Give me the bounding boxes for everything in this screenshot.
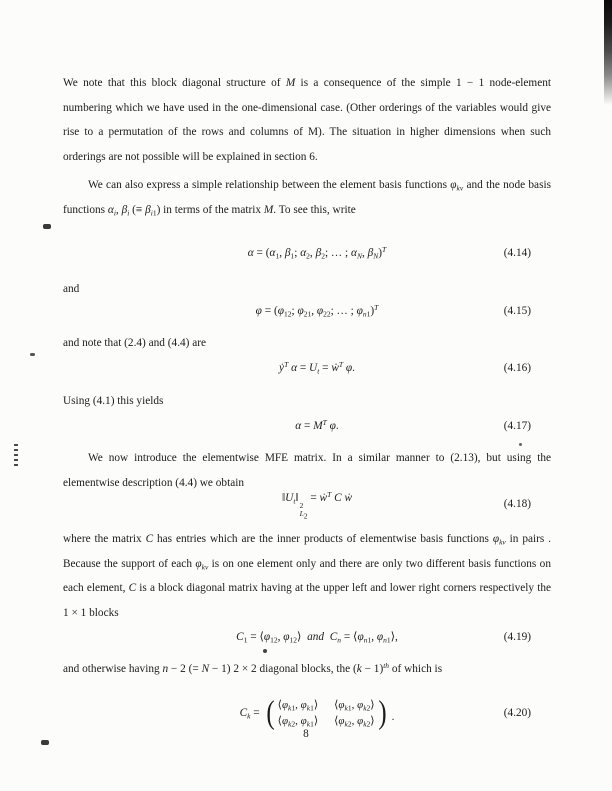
equation-4-18	[63, 490, 549, 520]
equation-4-14-content: $\alpha = (\alpha_1$, $\beta_1$; $\alpha_2$, $\beta_2$; … ; $\alpha_N$, $\beta_N)^T$	[247, 244, 387, 260]
equation-4-16-content: ẏ$^T$ $\alpha = U_t$ = ẇ$^T$ φ.	[279, 359, 355, 375]
scan-artifact-edge	[604, 0, 612, 105]
paragraph-elementwise-mfe: We now introduce the elementwise MFE matrix. In a similar manner to (2.13), but using the elementwise description (4.4) we obtain	[63, 452, 551, 489]
paragraph-block-diagonal: We note that this block diagonal structure of M is a consequence of the simple 1 − 1 node-element numbering which we have used in the one-dimensional case. (Other orderings of the variables would give rise to a permutation of the rows and columns of M). The situation in higher dimensions when such orderings are not possible will be explained in section 6.	[63, 77, 551, 164]
equation-4-14	[63, 244, 549, 262]
matrix-cell: $⟨\varphi_{k1}$, $\varphi_{k1}⟩$	[277, 698, 319, 712]
paragraph-matrix-c: where the matrix C has entries which are the inner products of elementwise basis functions $\varphi_{k\nu}$ in pairs . Because the support of each $\varphi_{k\nu}$ is on one element only and there are only two different basis functions on each element, C is a block diagonal matrix having at the upper left and lower right corners respectively the 1 × 1 blocks	[63, 533, 551, 620]
matrix-cell: $⟨\varphi_{k1}$, $\varphi_{k2}⟩$	[334, 698, 375, 712]
scan-artifact-speck	[263, 649, 267, 653]
paragraph-diagonal-blocks: and otherwise having n − 2 (= N − 1) 2 × 2 diagonal blocks, the $(k - 1)^{th}$ of which is	[63, 661, 443, 675]
equation-4-15-number: (4.15)	[503, 305, 531, 317]
equation-4-15	[63, 302, 549, 320]
equation-4-17	[63, 417, 549, 435]
open-paren: (	[266, 695, 275, 731]
equation-4-18-number: (4.18)	[503, 498, 531, 510]
equation-4-20	[63, 694, 549, 732]
equation-4-19-content: $C_1$ = $⟨\varphi_{12}$, $\varphi_{12}⟩$ and $C_n$ = $⟨\varphi_{n1}$, $\varphi_{n1}⟩$,	[236, 630, 398, 644]
scan-artifact-speck	[30, 353, 35, 356]
matrix-trailing-period: .	[391, 711, 395, 723]
matrix-grid	[278, 698, 375, 729]
matrix-cell: $⟨\varphi_{k2}$, $\varphi_{k1}⟩$	[277, 714, 319, 728]
equation-4-20-content	[240, 696, 395, 730]
paragraph-relationship: We can also express a simple relationship between the element basis functions $\varphi_{k\nu}$ and the node basis functions $\alpha_i$, $\beta_i$ (≡ $\beta_{i1}$) in terms of the matrix M. To see this, write	[63, 179, 551, 218]
equation-4-19	[63, 628, 549, 646]
equation-4-15-content: $\varphi = (\varphi_{12}$; $\varphi_{21}$, $\varphi_{22}$; … ; $\varphi_{n1})^T$	[255, 302, 379, 318]
scan-artifact-speck	[41, 740, 49, 745]
close-paren: )	[377, 695, 387, 731]
connector-note: and note that (2.4) and (4.4) are	[63, 337, 207, 349]
equation-4-17-content: $\alpha = M^T$ φ.	[295, 417, 339, 432]
equation-4-20-number: (4.20)	[503, 707, 531, 719]
equation-4-16-number: (4.16)	[503, 362, 531, 374]
equation-4-18-content: $‖U_t‖$ 2 $L_2$ = ẇ$^T$ C ẇ	[281, 490, 353, 520]
equation-4-17-number: (4.17)	[503, 420, 531, 432]
equation-4-14-number: (4.14)	[503, 247, 531, 259]
scan-artifact-speck	[43, 224, 51, 229]
scan-artifact-streak	[14, 444, 18, 468]
equation-4-16	[63, 359, 549, 377]
connector-using: Using (4.1) this yields	[63, 395, 164, 407]
page-number: 8	[303, 728, 309, 740]
equation-4-19-number: (4.19)	[503, 631, 531, 643]
matrix-lhs: $C_k$ =	[239, 706, 260, 720]
connector-and: and	[63, 283, 80, 295]
matrix-cell: $⟨\varphi_{k2}$, $\varphi_{k2}⟩$	[334, 714, 375, 728]
